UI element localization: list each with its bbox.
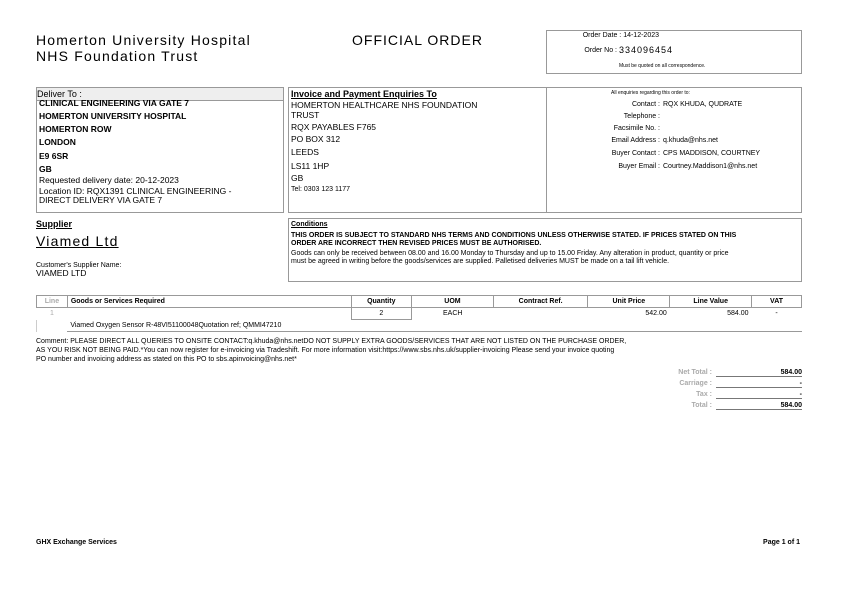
- supplier-name: Viamed Ltd: [36, 233, 119, 249]
- enquiry-row: Telephone :: [623, 113, 660, 120]
- table-row: [37, 308, 802, 320]
- invoice-heading: Invoice and Payment Enquiries To: [291, 89, 437, 99]
- hospital-name-line1: Homerton University Hospital: [36, 32, 251, 48]
- order-comment: Comment: PLEASE DIRECT ALL QUERIES TO ONSITE CONTACT:q.khuda@nhs.netDO NOT SUPPLY EXTRA GOODS/SERVICES THAT ARE NOT LISTED ON THE PURCHASE ORDER, AS YOU RISK NOT BEING PAID.*You can now register for e-invoicing via Tradeshift. For more information visit:https://www.sbs.nhs.uk/supplier-invoicing Please send your invoice quoting PO number and invoicing address as stated on this PO to sbs.apinvoicing@nhs.net*: [36, 338, 627, 363]
- total-row-total: [640, 402, 802, 411]
- footer-left: GHX Exchange Services: [36, 539, 117, 546]
- conditions-text: THIS ORDER IS SUBJECT TO STANDARD NHS TERMS AND CONDITIONS UNLESS OTHERWISE STATED. IF PRICES STATED ON THIS ORDER ARE INCORRECT THEN REVISED PRICES MUST BE AUTHORISED.: [291, 232, 737, 247]
- supplier-heading: Supplier: [36, 219, 73, 229]
- col-goods: Goods or Services Required: [67, 296, 351, 308]
- requested-delivery-date: Requested delivery date: 20-12-2023: [39, 175, 179, 185]
- cell-contract-ref: [493, 308, 588, 320]
- total-label: Tax :: [696, 391, 712, 398]
- invoice-tel: Tel: 0303 123 1177: [291, 186, 351, 193]
- enquiry-row: Buyer Email : Courtney.Maddison1@nhs.net: [618, 163, 758, 170]
- table-header-row: [37, 296, 802, 308]
- col-uom: UOM: [412, 296, 494, 308]
- conditions-box: [288, 218, 802, 282]
- cell-line-value: 584.00: [727, 310, 749, 318]
- total-label: Carriage :: [679, 380, 712, 387]
- invoice-address: [291, 100, 477, 183]
- cell-unit-price: 542.00: [645, 310, 667, 318]
- col-vat: VAT: [752, 296, 802, 308]
- quote-note: Must be quoted on all correspondence.: [619, 63, 706, 69]
- total-row-carriage: [640, 380, 802, 389]
- hospital-name: [36, 32, 251, 64]
- address-line: LONDON: [39, 137, 76, 147]
- conditions-heading: Conditions: [291, 221, 328, 228]
- delivery-address: [39, 98, 189, 175]
- address-line: HOMERTON ROW: [39, 124, 112, 134]
- invoice-line: RQX PAYABLES F765: [291, 122, 377, 132]
- cell-quantity: 2: [351, 308, 412, 320]
- total-value: -: [716, 380, 802, 388]
- cell-vat: -: [775, 310, 778, 318]
- document-title: OFFICIAL ORDER: [352, 32, 483, 48]
- total-label: Total :: [691, 402, 712, 409]
- order-number-label: Order No :: [584, 47, 617, 54]
- enquiries-rows: [547, 101, 801, 175]
- invoice-line: LS11 1HP: [291, 161, 330, 171]
- col-quantity: Quantity: [351, 296, 412, 308]
- conditions-delivery-text: Goods can only be received between 08.00 and 16.00 Monday to Thursday and up to 15.00 Friday. Any alteration in product, quantity or price must be agreed in writing before the goods/services are supplied. Palletised deliveries MUST be made on a tail lift vehicle.: [291, 250, 729, 265]
- hospital-name-line2: NHS Foundation Trust: [36, 48, 199, 64]
- table-row-description: [37, 320, 802, 332]
- total-row-net: [640, 369, 802, 378]
- address-line: CLINICAL ENGINEERING VIA GATE 7: [39, 98, 190, 108]
- cell-line: 1: [49, 310, 54, 318]
- total-value: 584.00: [716, 402, 802, 410]
- customer-supplier-label: Customer's Supplier Name:: [36, 262, 122, 269]
- location-id: Location ID: RQX1391 CLINICAL ENGINEERING - DIRECT DELIVERY VIA GATE 7: [39, 186, 232, 205]
- invoice-line: TRUST: [291, 110, 320, 120]
- order-date: Order Date : 14-12-2023: [582, 32, 659, 39]
- page-number: Page 1 of 1: [763, 539, 800, 546]
- total-row-tax: [640, 391, 802, 400]
- enquiries-box: [546, 87, 802, 213]
- invoice-line: GB: [291, 173, 304, 183]
- order-info-box: [546, 30, 802, 74]
- total-label: Net Total :: [678, 369, 712, 376]
- enquiry-row: Contact : RQX KHUDA, QUDRATE: [631, 101, 743, 108]
- invoice-line: HOMERTON HEALTHCARE NHS FOUNDATION: [291, 100, 478, 110]
- invoice-line: PO BOX 312: [291, 134, 341, 144]
- enquiries-heading: All enquiries regarding this order to:: [611, 90, 690, 96]
- enquiry-row: Buyer Contact : CPS MADDISON, COURTNEY: [611, 150, 761, 157]
- order-lines-table: [36, 295, 802, 332]
- invoice-box: [288, 87, 547, 213]
- col-unit-price: Unit Price: [588, 296, 670, 308]
- total-value: -: [716, 391, 802, 399]
- address-line: HOMERTON UNIVERSITY HOSPITAL: [39, 111, 187, 121]
- col-contract-ref: Contract Ref.: [493, 296, 588, 308]
- address-line: E9 6SR: [39, 151, 69, 161]
- cell-description: Viamed Oxygen Sensor R-48VI51100048Quotation ref; QMMI47210: [67, 320, 801, 332]
- total-value: 584.00: [716, 369, 802, 377]
- invoice-line: LEEDS: [291, 147, 319, 157]
- address-line: GB: [39, 164, 52, 174]
- enquiry-row: Facsimile No. :: [613, 125, 660, 132]
- enquiry-row: Email Address : q.khuda@nhs.net: [611, 137, 718, 144]
- col-line-value: Line Value: [670, 296, 752, 308]
- deliver-to-heading: Deliver To :: [37, 88, 283, 101]
- deliver-to-box: [36, 87, 284, 213]
- customer-supplier-name: VIAMED LTD: [36, 268, 87, 278]
- order-number: 334096454: [619, 45, 674, 55]
- cell-uom: EACH: [442, 310, 463, 318]
- col-line: Line: [37, 296, 68, 308]
